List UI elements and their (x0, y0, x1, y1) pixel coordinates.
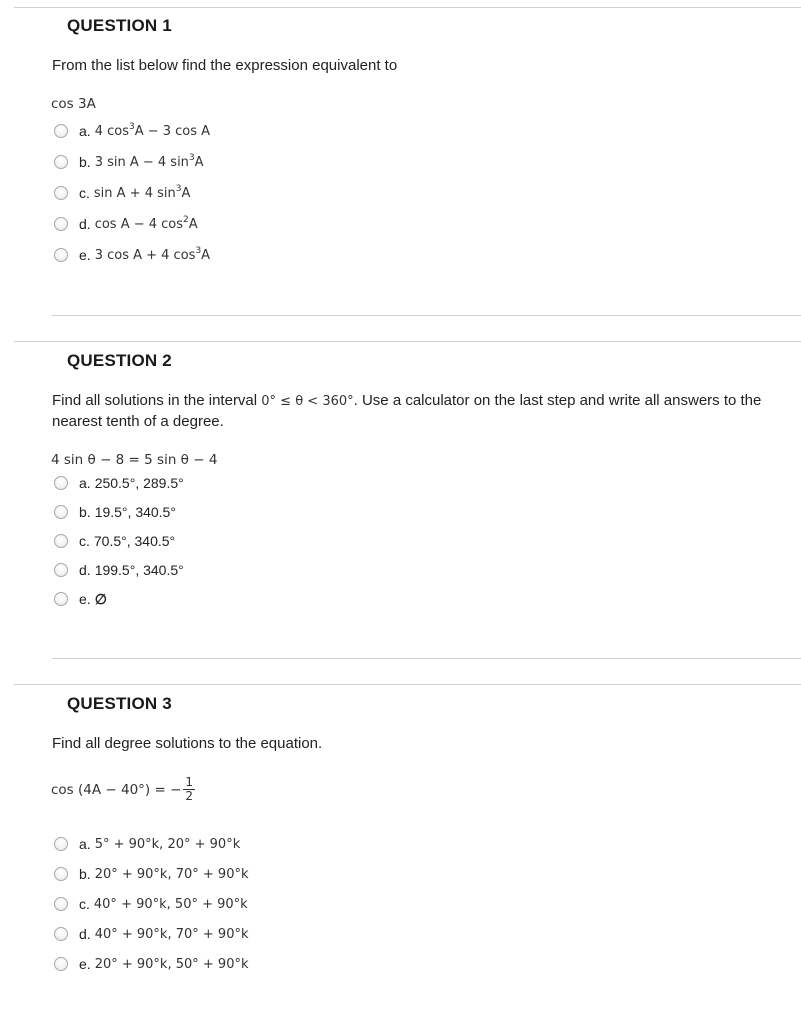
q3-radio-a[interactable] (54, 837, 68, 851)
question-2-divider (52, 658, 801, 659)
q1-option-a[interactable] (54, 121, 210, 141)
option-letter: c. (79, 896, 90, 912)
option-math: 20° + 90°k, 70° + 90°k (94, 866, 249, 882)
section-divider (14, 341, 801, 342)
option-math: 40° + 90°k, 50° + 90°k (93, 896, 248, 912)
q3-option-d[interactable] (54, 924, 249, 944)
question-1-title: QUESTION 1 (67, 16, 172, 35)
q2-option-a[interactable] (54, 473, 184, 493)
option-math: cos A − 4 $\cos^2A$ (94, 214, 198, 232)
q1-option-c[interactable] (54, 183, 190, 203)
q1-option-b[interactable] (54, 152, 204, 172)
q3-option-b[interactable] (54, 864, 249, 884)
q3-radio-d[interactable] (54, 927, 68, 941)
q1-option-d[interactable] (54, 214, 198, 234)
q2-radio-a[interactable] (54, 476, 68, 490)
interval-expression: 0° ≤ θ < 360° (261, 394, 354, 409)
q2-option-b[interactable] (54, 502, 176, 522)
q2-radio-e[interactable] (54, 592, 68, 606)
q2-option-d[interactable] (54, 560, 184, 580)
q1-radio-b[interactable] (54, 155, 68, 169)
question-2-title: QUESTION 2 (67, 351, 172, 370)
question-2-given-equation: 4 sin θ − 8 = 5 sin θ − 4 (51, 452, 218, 468)
q3-radio-e[interactable] (54, 957, 68, 971)
q1-option-e[interactable] (54, 245, 210, 265)
option-letter: c. (79, 533, 90, 549)
option-math: 3 cos A + 4 $\cos^3A$ (94, 245, 211, 263)
option-letter: b. (79, 504, 91, 520)
q2-radio-c[interactable] (54, 534, 68, 548)
empty-set-symbol: ∅ (94, 590, 107, 607)
option-math: sin A + 4 $\sin^3A$ (93, 183, 191, 201)
option-math: 40° + 90°k, 70° + 90°k (94, 926, 249, 942)
q1-radio-c[interactable] (54, 186, 68, 200)
option-letter: a. (79, 475, 91, 491)
option-text: 199.5°, 340.5° (94, 562, 184, 578)
option-letter: d. (79, 216, 91, 232)
option-letter: b. (79, 866, 91, 882)
option-math: 20° + 90°k, 50° + 90°k (94, 956, 249, 972)
option-text: 250.5°, 289.5° (94, 475, 184, 491)
q2-radio-d[interactable] (54, 563, 68, 577)
q1-radio-a[interactable] (54, 124, 68, 138)
option-math: 3 sin A − 4 $\sin^3A$ (94, 152, 204, 170)
question-1-prompt: From the list below find the expression equivalent to (52, 57, 398, 74)
question-3-given-equation: cos (4A − 40°) = − $\frac{1}{2}$ (51, 775, 194, 803)
option-text: 19.5°, 340.5° (94, 504, 176, 520)
question-3-prompt: Find all degree solutions to the equation. (52, 735, 323, 752)
question-1-divider (52, 315, 801, 316)
option-text: 70.5°, 340.5° (93, 533, 176, 549)
top-divider (14, 7, 801, 8)
q3-option-c[interactable] (54, 894, 248, 914)
option-letter: e. (79, 956, 91, 972)
option-letter: b. (79, 154, 91, 170)
option-math: 5° + 90°k, 20° + 90°k (94, 836, 241, 852)
fraction: $\frac{1}{2}$ (185, 775, 194, 803)
question-3-title: QUESTION 3 (67, 694, 172, 713)
q1-radio-e[interactable] (54, 248, 68, 262)
question-2-prompt: Find all solutions in the interval 0° ≤ θ < 360°. Use a calculator on the last step and write all answers to the nearest tenth of a degree. (52, 392, 762, 430)
option-letter: a. (79, 836, 91, 852)
q2-radio-b[interactable] (54, 505, 68, 519)
option-letter: e. (79, 591, 91, 607)
q3-option-a[interactable] (54, 834, 240, 854)
q2-option-e[interactable] (54, 589, 107, 609)
option-letter: d. (79, 926, 91, 942)
q2-option-c[interactable] (54, 531, 175, 551)
q3-option-e[interactable] (54, 954, 249, 974)
option-letter: c. (79, 185, 90, 201)
option-letter: e. (79, 247, 91, 263)
option-math: 4 $\cos^3A - 3$ cos A (94, 121, 211, 139)
q3-radio-b[interactable] (54, 867, 68, 881)
option-letter: d. (79, 562, 91, 578)
question-1-given-expression: cos 3A (51, 96, 96, 112)
section-divider (14, 684, 801, 685)
q3-radio-c[interactable] (54, 897, 68, 911)
q1-radio-d[interactable] (54, 217, 68, 231)
option-letter: a. (79, 123, 91, 139)
